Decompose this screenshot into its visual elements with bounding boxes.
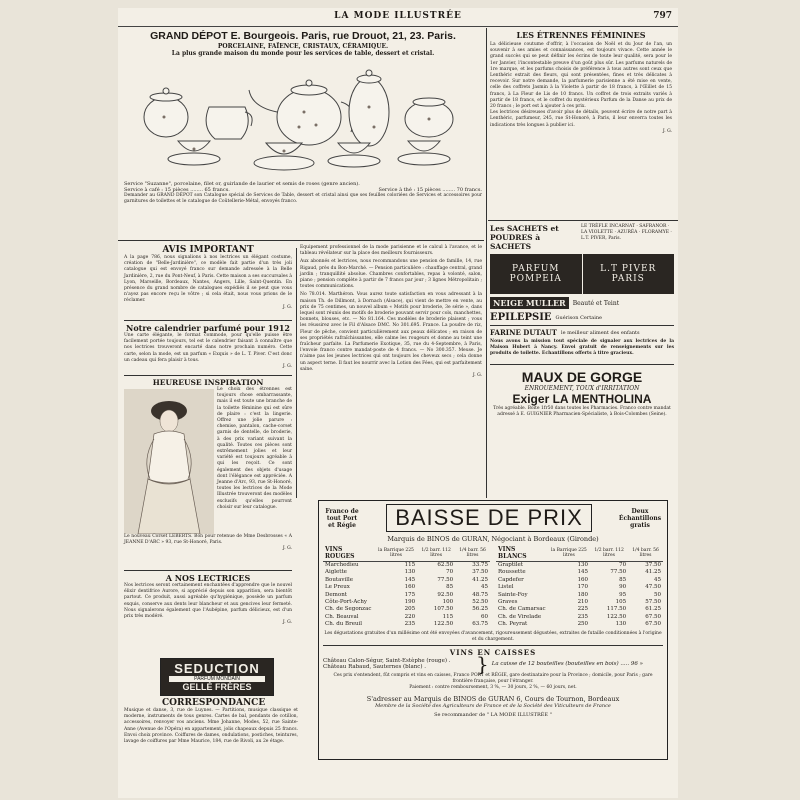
- neige-title: NEIGE MULLER: [490, 297, 569, 309]
- mentholina-ad: [490, 364, 674, 418]
- price-quarter: 45: [481, 584, 488, 591]
- seduction-sub: PARFUM MONDAIN: [169, 676, 265, 682]
- price-quarter: 56.25: [472, 606, 488, 613]
- etrennes-article: [490, 30, 672, 135]
- divider: [118, 240, 484, 241]
- calendrier-signature: J. G.: [282, 364, 292, 370]
- price-quarter: 63.75: [472, 621, 488, 628]
- price-quarter: 61.25: [645, 606, 661, 613]
- caisses-title: VINS EN CAISSES: [449, 648, 537, 658]
- price-quarter: 52.50: [472, 599, 488, 606]
- wine-row: [496, 577, 663, 584]
- price-barrique: 205: [404, 606, 416, 613]
- payment-2: Paiement : contre remboursement, 3 %, — 30 jours, 2 %, — 60 jours, net.: [409, 685, 577, 691]
- price-barrique: 130: [404, 569, 416, 576]
- col-2: 1/2 barr. 112 litres: [417, 545, 455, 562]
- wine-name: Le Preux: [325, 584, 350, 591]
- price-barrique: 145: [577, 569, 589, 576]
- sachets-brands: LE TRÈFLE INCARNAT · SAFRANOR · LA VIOLETTE · AZURÉA · FLORAMYE · L.T. PIVER, Paris.: [581, 224, 672, 241]
- wine-row: [323, 584, 490, 591]
- column-divider-left: [296, 248, 297, 498]
- correspondance-title: CORRESPONDANCE: [162, 698, 266, 708]
- price-barrique: 160: [577, 576, 589, 583]
- price-half: 107.50: [433, 606, 454, 613]
- price-barrique: 145: [404, 576, 416, 583]
- caisse-2: Château Rabaud, Sauternes (blanc) .: [323, 664, 426, 671]
- epilepsie-title: EPILEPSIE: [490, 312, 552, 323]
- middle-column: [300, 245, 482, 379]
- address-1: S'adresser au Marquis de BINOS de GURAN 6, Cours de Tournon, Bordeaux: [366, 694, 620, 703]
- farine-sub: le meilleur aliment des enfants: [561, 329, 640, 336]
- col-3: 1/4 barr. 56 litres: [628, 545, 663, 562]
- price-barrique: 115: [404, 562, 416, 568]
- wine-name: Ch. Beauval: [325, 613, 359, 620]
- seduction-ad: [160, 658, 274, 696]
- tea-service-illustration: [124, 57, 482, 177]
- lectrices-body: Nos lectrices seront certainement enchantées d'apprendre que le nouvel élixir dentifrice Aurore, si apprécié depuis son apparition, sera bientôt partout. Ce produit, aussi agréable qu'hygiénique, possède un parfum exquis, conserve aux dents leur blancheur et aux gencives leur fermeté. Nous signalerons également que l'Aubépine, parfum délicieux, est d'un prix très modéré.: [124, 583, 292, 620]
- price-quarter: 41.25: [645, 569, 661, 576]
- price-quarter: 45: [654, 576, 661, 583]
- right-ads-column: [490, 224, 674, 418]
- price-quarter: 37.50: [472, 569, 488, 576]
- recommend: Se recommander de " LA MODE ILLUSTRÉE ": [434, 711, 552, 718]
- price-half: 90: [619, 584, 627, 591]
- col-3: 1/4 barr. 56 litres: [455, 545, 490, 562]
- wine-name: Aiglette: [325, 569, 347, 576]
- avis-article: [124, 245, 292, 311]
- middle-body-1: Equipement professionnel de la mode parisienne et le calcul à l'avance, et le tableau révélateur sur la place des meilleurs fournisseurs.: [300, 245, 482, 257]
- price-half: 122.50: [606, 613, 627, 620]
- wine-row: [496, 614, 663, 621]
- baisse-right-note: Deux Échantillons gratis: [618, 507, 662, 529]
- wine-name: Roussette: [498, 569, 526, 576]
- price-half: 122.50: [433, 621, 454, 628]
- price-barrique: 235: [404, 621, 416, 628]
- heureuse-article: [124, 375, 292, 553]
- correspondance-body: Musique et danse, 3, rue de Luynes. — Partitions, musique classique et moderne, instruments de tous genres. Cartes de bal, pendants de cotillon, accessoires, renvoyer vos anciens. Mme Johanne, Modes, 52, rue Sainte-Anne (Avenue de l'Opéra) en appartement, jolis chapeaux depuis 25 francs. Envoi choix province. Coiffures de dames, ondulations, postiches, teintures, lavage de coiffures par Mme Maurice, 184, rue de Rivoli, au 2e étage.: [124, 708, 298, 745]
- price-barrique: 235: [577, 613, 589, 620]
- wine-row: [496, 592, 663, 599]
- price-coffee: Service à café : 15 pièces ........ 65 francs.: [124, 187, 230, 194]
- price-half: 92.50: [437, 591, 454, 598]
- price-half: 85: [446, 584, 454, 591]
- caisse-bracket: La caisse de 12 bouteilles (bouteilles en bois) ..... 96 »: [491, 661, 643, 668]
- piver-left: PARFUM POMPEIA: [509, 264, 562, 284]
- avis-body: A la page 786, nous signalions à nos lectrices un élégant costume, création de "Belle-Jardinière", ce modèle fait partie d'un très joli catalogue qui est envoyé franco sur demande adressée à la Belle Jardinière, 2, rue du Pont-Neuf, à Paris. Cette maison a ses succursales à Lyon, Marseille, Bordeaux, Nantes, Angers, Lille, Saint-Quentin. En présence du grand nombre de catalogues expédiés il se peut que vous n'ayez pas encore reçu le vôtre ; si cela était, nous vous prions de le réclamer.: [124, 255, 292, 304]
- price-half: 70: [619, 562, 627, 568]
- seduction-brand: GELLÉ FRÈRES: [182, 682, 252, 692]
- price-quarter: 33.75: [472, 562, 488, 568]
- lectrices-title: A NOS LECTRICES: [124, 570, 292, 583]
- col-2: 1/2 barr. 112 litres: [590, 545, 628, 562]
- price-half: 62.50: [437, 562, 454, 568]
- caisse-1: Château Calon-Ségur, Saint-Estèphe (rouge) .: [323, 658, 451, 665]
- head-rouges: VINS ROUGES: [323, 545, 375, 562]
- heureuse-body: Le choix des étrennes est toujours chose embarrassante, mais il est toute une branche de la toilette féminine qui est sûre de plaire : c'est la lingerie. Offrez une jolie parure : chemise, pantalon, cache-corset garnis de dentelle, de broderie, à des prix variant suivant la qualité. Toutes ces pièces sont extrêmement jolies et leur variété est toujours agréable à qui les reçoit. Ce sont également des objets d'usage dont l'élégance est appréciée. A Jeanne d'Arc, 93, rue St-Honoré, toutes les lectrices de la Mode Illustrée trouveront des modèles exclusifs qu'elles pourront choisir sur leur catalogue.: [217, 387, 292, 510]
- farine-title: FARINE DUTAUT: [490, 328, 557, 337]
- epilepsie-sub: Guérison Certaine: [555, 314, 603, 321]
- price-quarter: 67.50: [645, 621, 661, 628]
- price-barrique: 225: [577, 606, 589, 613]
- price-quarter: 67.50: [645, 613, 661, 620]
- price-barrique: 210: [577, 599, 589, 606]
- piver-ad: [490, 254, 674, 294]
- wine-name: Boutaville: [325, 576, 354, 583]
- wine-name: Ch. de Camarsac: [498, 606, 546, 613]
- col-1: la Barrique 225 litres: [375, 545, 417, 562]
- grand-depot-tagline: La plus grande maison du monde pour les services de table, dessert et cristal.: [171, 50, 435, 57]
- etrennes-body-2: Les lectrices désireuses d'avoir plus de détails, peuvent écrire de notre part à Lenthéric, parfumeur, 245, rue St-Honoré, à Paris, il leur enverra toutes les indications très longues à publier ici.: [490, 110, 672, 128]
- price-quarter: 41.25: [472, 576, 488, 583]
- avis-title: AVIS IMPORTANT: [162, 245, 254, 255]
- price-half: 95: [619, 591, 627, 598]
- price-quarter: 48.75: [472, 591, 488, 598]
- page-number: 797: [653, 11, 672, 21]
- wine-row: [323, 577, 490, 584]
- maux-exiger: Exiger LA MENTHOLINA: [512, 391, 652, 406]
- magazine-page: [118, 8, 678, 798]
- baisse-left-note: Franco de tout Port et Régie: [325, 507, 359, 529]
- price-barrique: 175: [404, 591, 416, 598]
- header-title: LA MODE ILLUSTRÉE: [334, 11, 462, 21]
- price-half: 115: [442, 613, 454, 620]
- brace: }: [476, 652, 489, 677]
- price-quarter: 50: [654, 591, 661, 598]
- grand-depot-ad: [124, 30, 482, 206]
- etrennes-body: La délicieuse coutume d'offrir, à l'occasion de Noël et du Jour de l'an, un souvenir à ses amies et connaissances, est toujours vivace. Cette année le grand succès qui se peut définir les écrins de toute leur qualité, sera pour le 1er Janvier, l'incontestable preuve d'un goût plus sûr. Les parfums naturels de 1re marque, et les parfums choisis de préférence à tous autres sont ceux que Lenthéric extrait des fleurs, qui sont présentées, fines et très délicates à recevoir. Sur notre demande, la parfumerie parisienne a été mise en vente, celle des coffrets Jasmin à la Violette à partir de 18 francs, à l'Œillet de 15 francs, à La Fleur de Lis de 10 francs. Un coffret de trois extraits variés à partir de 18 francs, et le coffret du mystérieux Parfum de la Danse au prix de 20 francs ; le port est à ajouter à ces prix.: [490, 42, 672, 110]
- price-half: 77.50: [610, 569, 627, 576]
- right-notes: Nous avons la mission tout spéciale de signaler aux lectrices de la Maison Hubert à Nancy. Envoi gratuit de renseignements sur les produits de toilette. Echantillons offerts à titre gracieux.: [490, 339, 674, 357]
- address-2: Membre de la Société des Agriculteurs de France et de la Société des Viticulteurs de France: [375, 702, 611, 709]
- wine-name: Ch. de Virelade: [498, 613, 542, 620]
- heureuse-signature: J. G.: [282, 546, 292, 552]
- price-quarter: 37.50: [645, 562, 661, 568]
- wine-row: [323, 621, 490, 628]
- middle-body-2: Aux abonnés et lectrices, nous recommandons une pension de famille, 14, rue Rigaud, près du Bon-Marché. — Pension particulière : chauffage central, grand jardin ; tranquillité absolue. Chambres confortables, repas à volonté, salon, piano ; pension complète à partir de 7 francs par jour ; 3 lignes Métropolitain ; toutes communications.: [300, 259, 482, 290]
- service-caption: Service "Suzanne", porcelaine, filet or, guirlande de laurier et semis de roses (genre ancien).: [124, 181, 360, 187]
- price-barrique: 130: [577, 562, 589, 568]
- wine-row: [496, 621, 663, 628]
- wine-name: Sainte-Foy: [498, 591, 528, 598]
- wine-name: Graptilet: [498, 562, 524, 568]
- price-quarter: 60: [481, 613, 488, 620]
- payment-1: Ces prix s'entendent, fût compris et vins en caisses, Franco PORT et RÉGIE, gare destinataire pour la Province ; domicile, pour Paris ; gare frontière française, pour l'étranger.: [333, 673, 653, 685]
- vins-rouges-table: [323, 545, 490, 629]
- avis-signature: J. G.: [282, 304, 292, 310]
- wine-row: [496, 584, 663, 591]
- price-barrique: 250: [577, 621, 589, 628]
- grand-depot-note: Demander au GRAND DÉPOT son Catalogue spécial de Services de Table, dessert et cristal ainsi que ses feuilles coloriées de Services et accessoires pour garnitures de toilettes et le catalogue de Coûtellerie-Métal, envoyés franco.: [124, 193, 482, 205]
- wine-name: Graves: [498, 599, 518, 606]
- neige-sub: Beauté et Teint: [572, 299, 620, 307]
- baisse-de-prix-ad: [318, 500, 668, 760]
- price-barrique: 220: [404, 613, 416, 620]
- middle-signature: J. G.: [472, 373, 482, 379]
- heureuse-title: HEUREUSE INSPIRATION: [124, 375, 292, 387]
- grand-depot-title: GRAND DÉPOT E. Bourgeois. Paris, rue Drouot, 21, 23. Paris.: [150, 30, 456, 42]
- corset-lady-illustration: [124, 389, 214, 534]
- price-barrique: 170: [577, 584, 589, 591]
- wine-row: [323, 599, 490, 606]
- price-barrique: 160: [404, 584, 416, 591]
- price-quarter: 47.50: [645, 584, 661, 591]
- maux-title: MAUX DE GORGE: [521, 368, 643, 385]
- heureuse-caption: Le nouveau Corset LEBERTS. Bon pour retenue de Mme Desbrosses « A JEANNE D'ARC » 93, rue St-Honoré, Paris.: [124, 534, 292, 546]
- wine-name: Ch. Peyrat: [498, 621, 528, 628]
- wine-name: Listel: [498, 584, 514, 591]
- calendrier-title: Notre calendrier parfumé pour 1912: [124, 320, 292, 333]
- divider: [488, 220, 678, 221]
- price-half: 117.50: [606, 606, 627, 613]
- maux-sub: ENROUEMENT, TOUX d'IRRITATION: [524, 384, 640, 392]
- baisse-merchant: Marquis de BINOS de GURAN, Négociant à Bordeaux (Gironde): [387, 535, 599, 543]
- lectrices-article: [124, 570, 292, 626]
- piver-right: L.T PIVER PARIS: [582, 254, 675, 294]
- wine-name: Capdefer: [498, 576, 524, 583]
- price-half: 105: [615, 599, 627, 606]
- wine-row: [323, 606, 490, 613]
- page-header: [118, 8, 678, 27]
- etrennes-signature: J. G.: [662, 128, 672, 134]
- sachets-title: Les SACHETS et POUDRES à SACHETS: [490, 224, 559, 251]
- col-1: la Barrique 225 litres: [548, 545, 590, 562]
- price-half: 85: [619, 576, 627, 583]
- wine-row: [323, 569, 490, 576]
- price-half: 70: [446, 569, 454, 576]
- maux-note: Très agréable. Boîte 1fr50 dans toutes les Pharmacies. Franco contre mandat adressé à E. GUIGNIER Pharmacien-Spécialiste, à Bois-Colombes (Seine).: [493, 405, 671, 417]
- wine-row: [323, 592, 490, 599]
- middle-body-3: No 78.014. Marthéron. Vous aurez toute satisfaction en vous adressant à la maison Th. de Dillmont, à Dornach (Alsace), qui vient de mettre en vente, au prix de 75 centimes, un nouvel album « Motifs pour broderie, 3e série », dans lequel sont réunis des motifs de broderie pouvant servir pour cols, manchettes, bonnets, blouses, etc. — No 81.164. Ces modèles de broderie plaisent ; vous les réussirez avec le Fil d'Alsace DMC. No 301.695. France. La poudre de riz, Fleur de pêche, convient particulièrement aux peaux délicates ; en raison de ses propriétés rafraîchissantes, elle calme les rougeurs et donne au teint une fraîcheur parfaite. La Parfumerie Exotique, 35, rue du 4-Septembre, à Paris, l'envoie franco contre mandat-poste de 4 francs. — No 300.357. Meuse. Je n'aime pas les jeunes lectrices qui ont toujours les cheveux secs ; cela donne un aspect terne. Il faut les nourrir avec la Lotion des Fées, qui est parfaitement saine.: [300, 292, 482, 372]
- baisse-footnote: Les dégustations gratuites d'un millésime ont été envoyées d'avancement, rigoureusement dégustées, extraites de futaille conditionnées à l'origine et du chargement.: [324, 630, 662, 642]
- price-quarter: 57.50: [645, 599, 661, 606]
- wine-name: Ch. de Segonzac: [325, 606, 372, 613]
- wine-row: [323, 614, 490, 621]
- grand-depot-subtitle: PORCELAINE, FAÏENCE, CRISTAUX, CÉRAMIQUE.: [217, 43, 389, 50]
- price-tea: Service à thé : 15 pièces ........ 70 francs.: [378, 187, 482, 194]
- price-half: 77.50: [437, 576, 454, 583]
- price-barrique: 190: [404, 599, 416, 606]
- wine-row: [496, 599, 663, 606]
- calendrier-article: [124, 320, 292, 370]
- head-blancs: VINS BLANCS: [496, 545, 548, 562]
- wine-name: Côte-Port-Achy: [325, 599, 368, 606]
- baisse-title: BAISSE DE PRIX: [386, 504, 592, 532]
- price-half: 100: [442, 599, 454, 606]
- wine-row: [323, 562, 490, 570]
- wine-row: [496, 606, 663, 613]
- wine-name: Demont: [325, 591, 347, 598]
- seduction-title: SEDUCTION: [174, 661, 260, 676]
- wine-name: Marchedieu: [325, 562, 359, 568]
- etrennes-title: LES ÉTRENNES FÉMININES: [516, 30, 646, 40]
- wine-row: [496, 562, 663, 570]
- vins-blancs-table: [496, 545, 663, 629]
- wine-row: [496, 569, 663, 576]
- wine-name: Ch. du Breuil: [325, 621, 363, 628]
- column-divider: [486, 28, 487, 498]
- calendrier-body: Une carte élégante, le format commode, pour qu'elle puisse être facilement portée toujours, tel est le calendrier faisant à connaître que nos lectrices trouveront encarté dans notre prochain numéro. Cette carte, selon la mode, est un parfum « Exquis » de L. T. Piver. C'est donc un cadeau qui fera plaisir à tous.: [124, 333, 292, 363]
- price-barrique: 180: [577, 591, 589, 598]
- price-half: 130: [615, 621, 627, 628]
- lectrices-signature: J. G.: [282, 620, 292, 626]
